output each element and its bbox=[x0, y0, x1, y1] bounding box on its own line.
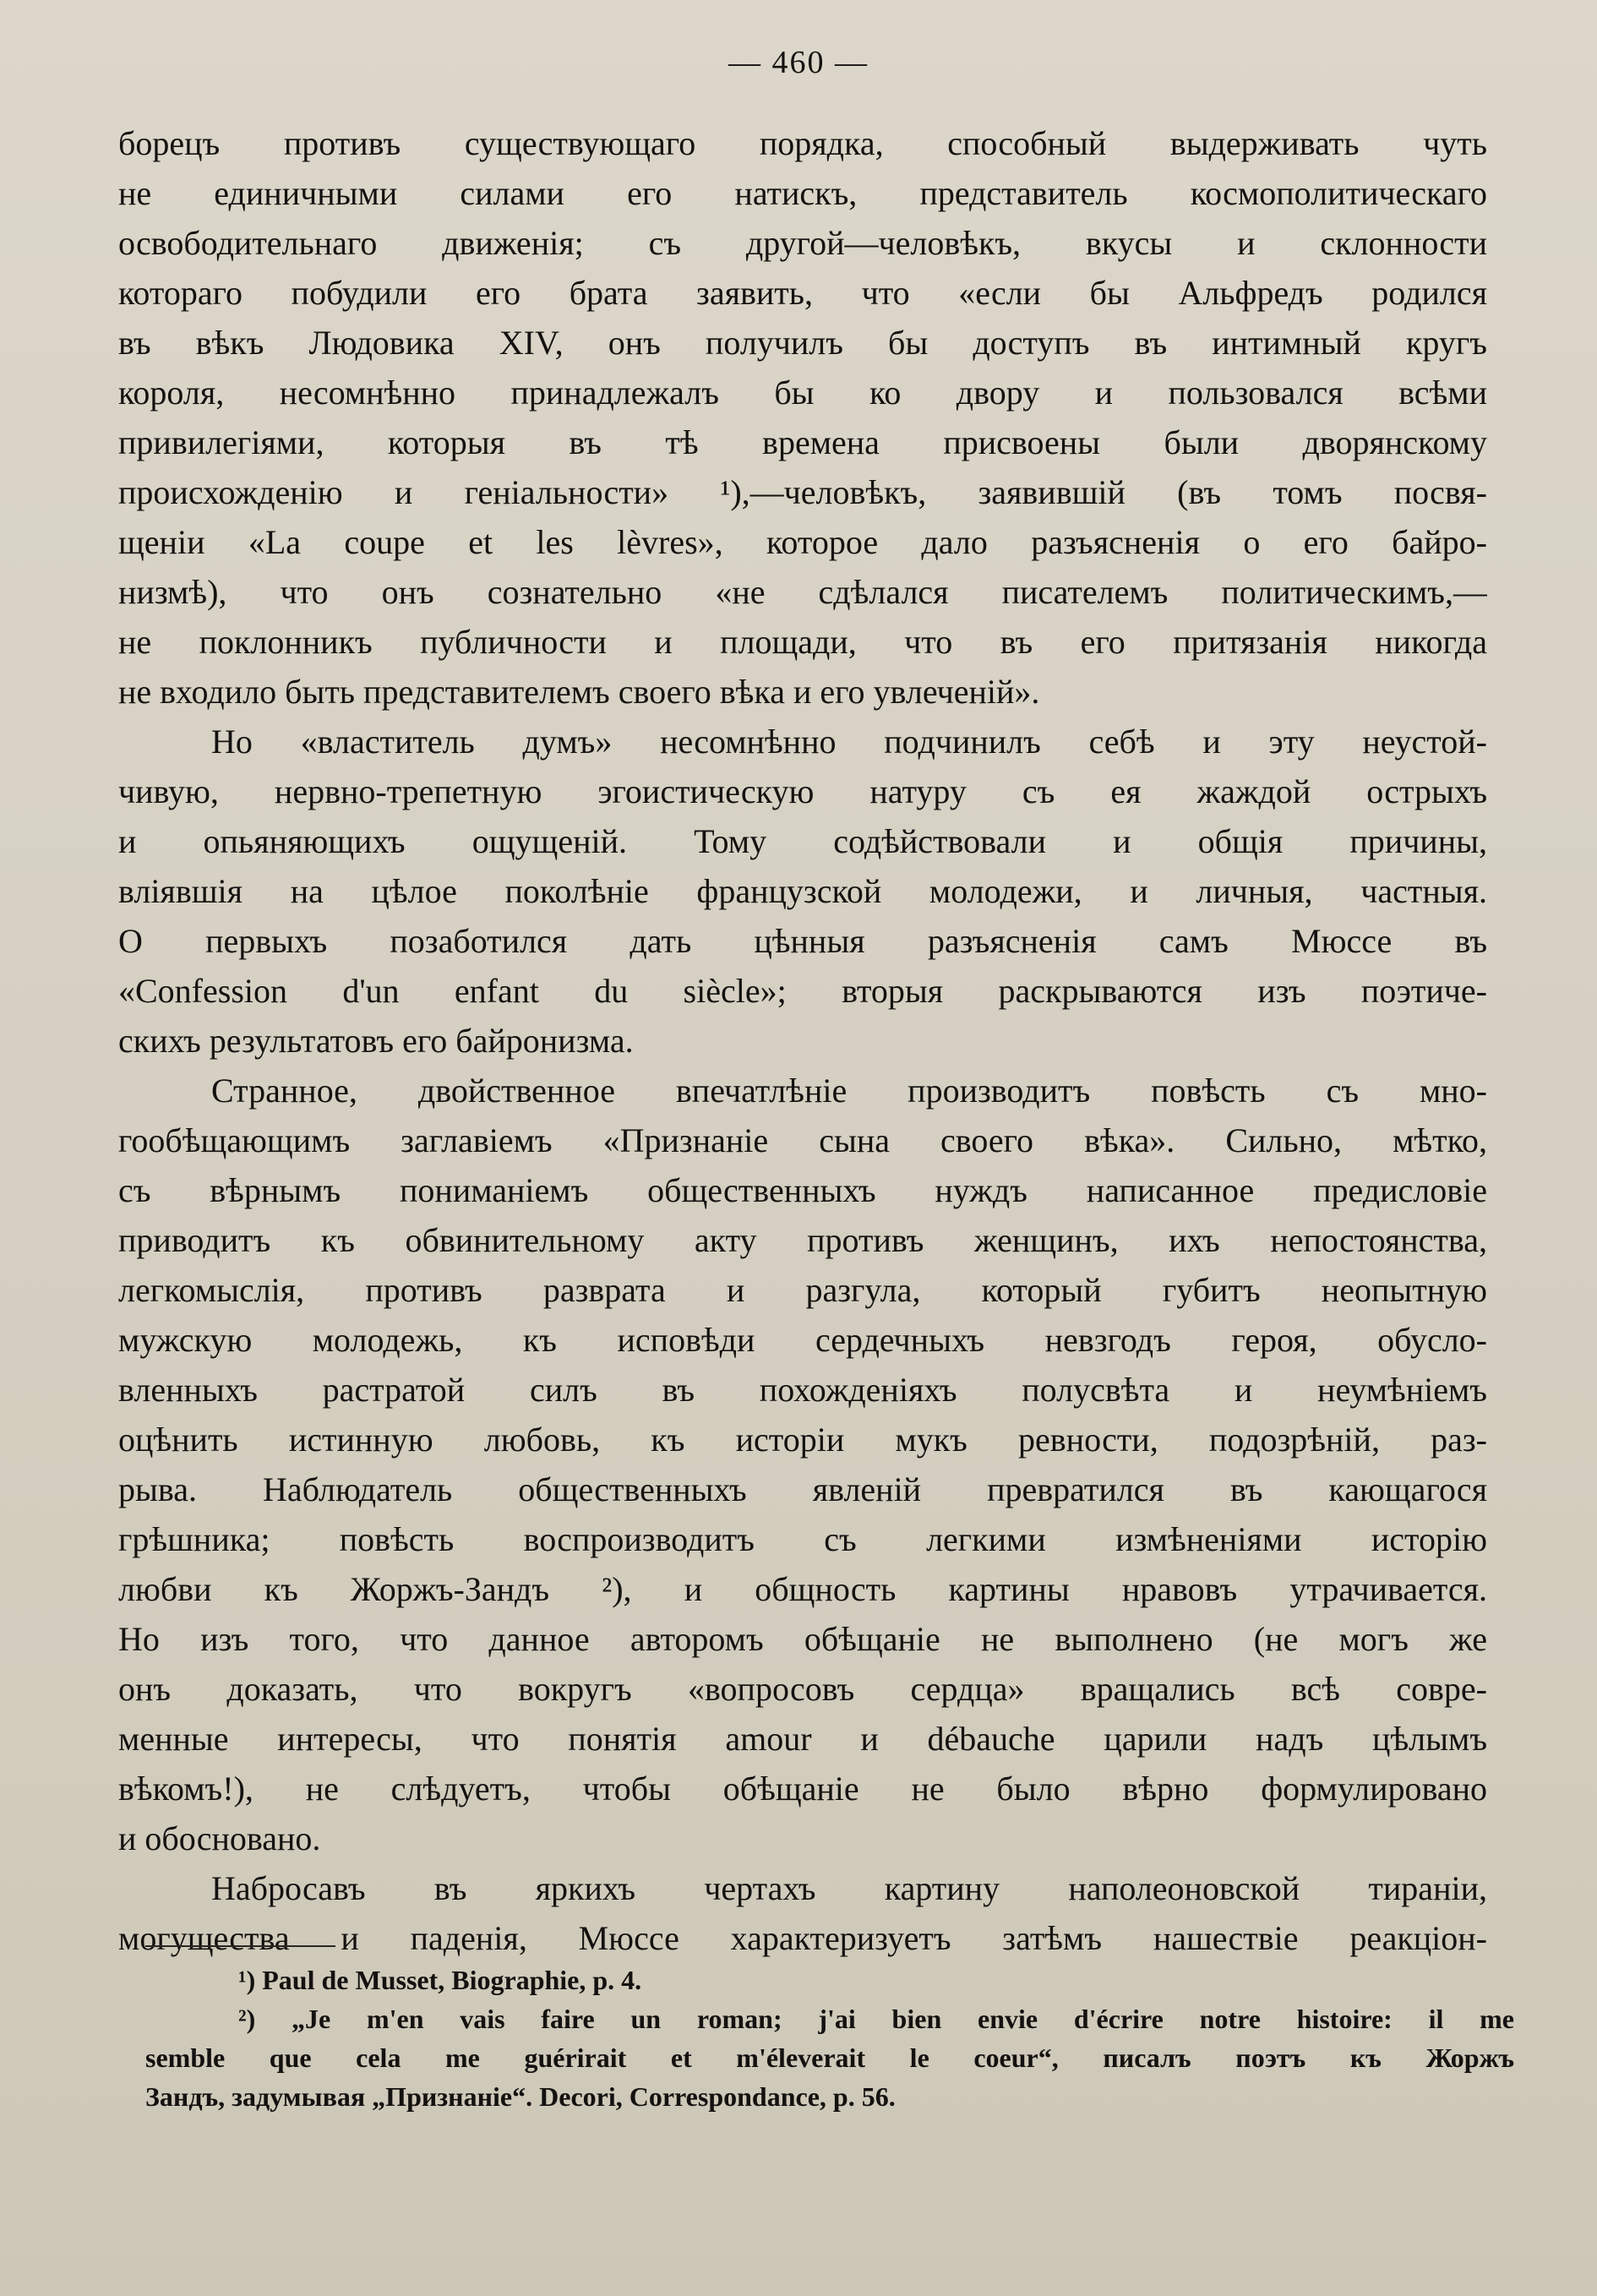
text-line: «Confession d'un enfant du siècle»; вторыя раскрываются изъ поэтиче- bbox=[118, 972, 1487, 1010]
text-line: и опьяняющихъ ощущеній. Тому содѣйствовали и общія причины, bbox=[118, 822, 1487, 860]
text-line: котораго побудили его брата заявить, что «если бы Альфредъ родился bbox=[118, 274, 1487, 312]
paragraph-start-line: Странное, двойственное впечатлѣніе производитъ повѣсть съ мно- bbox=[211, 1072, 1487, 1110]
text-line: вліявшія на цѣлое поколѣніе французской молодежи, и личныя, частныя. bbox=[118, 872, 1487, 910]
text-line: О первыхъ позаботился дать цѣнныя разъясненія самъ Мюссе въ bbox=[118, 922, 1487, 960]
text-line: мужскую молодежь, къ исповѣди сердечныхъ невзгодъ героя, обусло- bbox=[118, 1321, 1487, 1359]
footnote-divider bbox=[145, 1945, 335, 1947]
text-line: въ вѣкъ Людовика XIV, онъ получилъ бы доступъ въ интимный кругъ bbox=[118, 324, 1487, 362]
text-line: онъ доказать, что вокругъ «вопросовъ сердца» вращались всѣ совре- bbox=[118, 1670, 1487, 1708]
text-line: скихъ результатовъ его байронизма. bbox=[118, 1022, 634, 1060]
footnote-line: ²) „Je m'en vais faire un roman; j'ai bien envie d'écrire notre histoire: il me bbox=[238, 2004, 1514, 2034]
text-line: короля, несомнѣнно принадлежалъ бы ко двору и пользовался всѣми bbox=[118, 374, 1487, 412]
text-line: менные интересы, что понятія amour и débauche царили надъ цѣлымъ bbox=[118, 1720, 1487, 1758]
text-line: низмѣ), что онъ сознательно «не сдѣлался писателемъ политическимъ,— bbox=[118, 573, 1487, 611]
text-line: любви къ Жоржъ-Зандъ ²), и общность картины нравовъ утрачивается. bbox=[118, 1570, 1487, 1608]
text-line: щеніи «La coupe et les lèvres», которое дало разъясненія о его байро- bbox=[118, 523, 1487, 561]
footnote-line: ¹) Paul de Musset, Biographie, p. 4. bbox=[238, 1965, 642, 1995]
text-line: могущества и паденія, Мюссе характеризуетъ затѣмъ нашествіе реакціон- bbox=[118, 1919, 1487, 1957]
text-line: приводитъ къ обвинительному акту противъ женщинъ, ихъ непостоянства, bbox=[118, 1221, 1487, 1259]
text-line: легкомыслія, противъ разврата и разгула, который губитъ неопытную bbox=[118, 1271, 1487, 1309]
text-line: съ вѣрнымъ пониманіемъ общественныхъ нуждъ написанное предисловіе bbox=[118, 1171, 1487, 1209]
text-line: борецъ противъ существующаго порядка, способный выдерживать чуть bbox=[118, 124, 1487, 162]
text-line: вѣкомъ!), не слѣдуетъ, чтобы обѣщаніе не было вѣрно формулировано bbox=[118, 1770, 1487, 1808]
paragraph-start-line: Но «властитель думъ» несомнѣнно подчинилъ себѣ и эту неустой- bbox=[211, 723, 1487, 761]
footnote-line: semble que cela me guérirait et m'éleverait le coeur“, писалъ поэтъ къ Жоржъ bbox=[145, 2042, 1514, 2073]
text-line: оцѣнить истинную любовь, къ исторіи мукъ ревности, подозрѣній, раз- bbox=[118, 1421, 1487, 1459]
text-line: происхожденію и геніальности» ¹),—человѣкъ, заявившій (въ томъ посвя- bbox=[118, 473, 1487, 511]
text-line: освободительнаго движенія; съ другой—человѣкъ, вкусы и склонности bbox=[118, 224, 1487, 262]
text-line: привилегіями, которыя въ тѣ времена присвоены были дворянскому bbox=[118, 423, 1487, 461]
text-line: не входило быть представителемъ своего вѣка и его увлеченій». bbox=[118, 673, 1040, 711]
text-line: вленныхъ растратой силъ въ похожденіяхъ полусвѣта и неумѣніемъ bbox=[118, 1371, 1487, 1409]
footnotes bbox=[145, 1961, 1514, 2116]
paragraph-start-line: Набросавъ въ яркихъ чертахъ картину наполеоновской тираніи, bbox=[211, 1869, 1487, 1907]
text-line: грѣшника; повѣсть воспроизводитъ съ легкими измѣненіями исторію bbox=[118, 1520, 1487, 1558]
text-line: чивую, нервно-трепетную эгоистическую натуру съ ея жаждой острыхъ bbox=[118, 772, 1487, 810]
text-line: не единичными силами его натискъ, представитель космополитическаго bbox=[118, 174, 1487, 212]
text-line: Но изъ того, что данное авторомъ обѣщаніе не выполнено (не могъ же bbox=[118, 1620, 1487, 1658]
text-line: гообѣщающимъ заглавіемъ «Признаніе сына своего вѣка». Сильно, мѣтко, bbox=[118, 1121, 1487, 1159]
body-text bbox=[118, 118, 1487, 1963]
text-line: не поклонникъ публичности и площади, что въ его притязанія никогда bbox=[118, 623, 1487, 661]
footnote-line: Зандъ, задумывая „Признаніе“. Decori, Correspondance, p. 56. bbox=[145, 2081, 896, 2112]
text-line: рыва. Наблюдатель общественныхъ явленій превратился въ кающагося bbox=[118, 1470, 1487, 1508]
text-line: и обосновано. bbox=[118, 1819, 321, 1857]
page-number: — 460 — bbox=[728, 45, 869, 80]
